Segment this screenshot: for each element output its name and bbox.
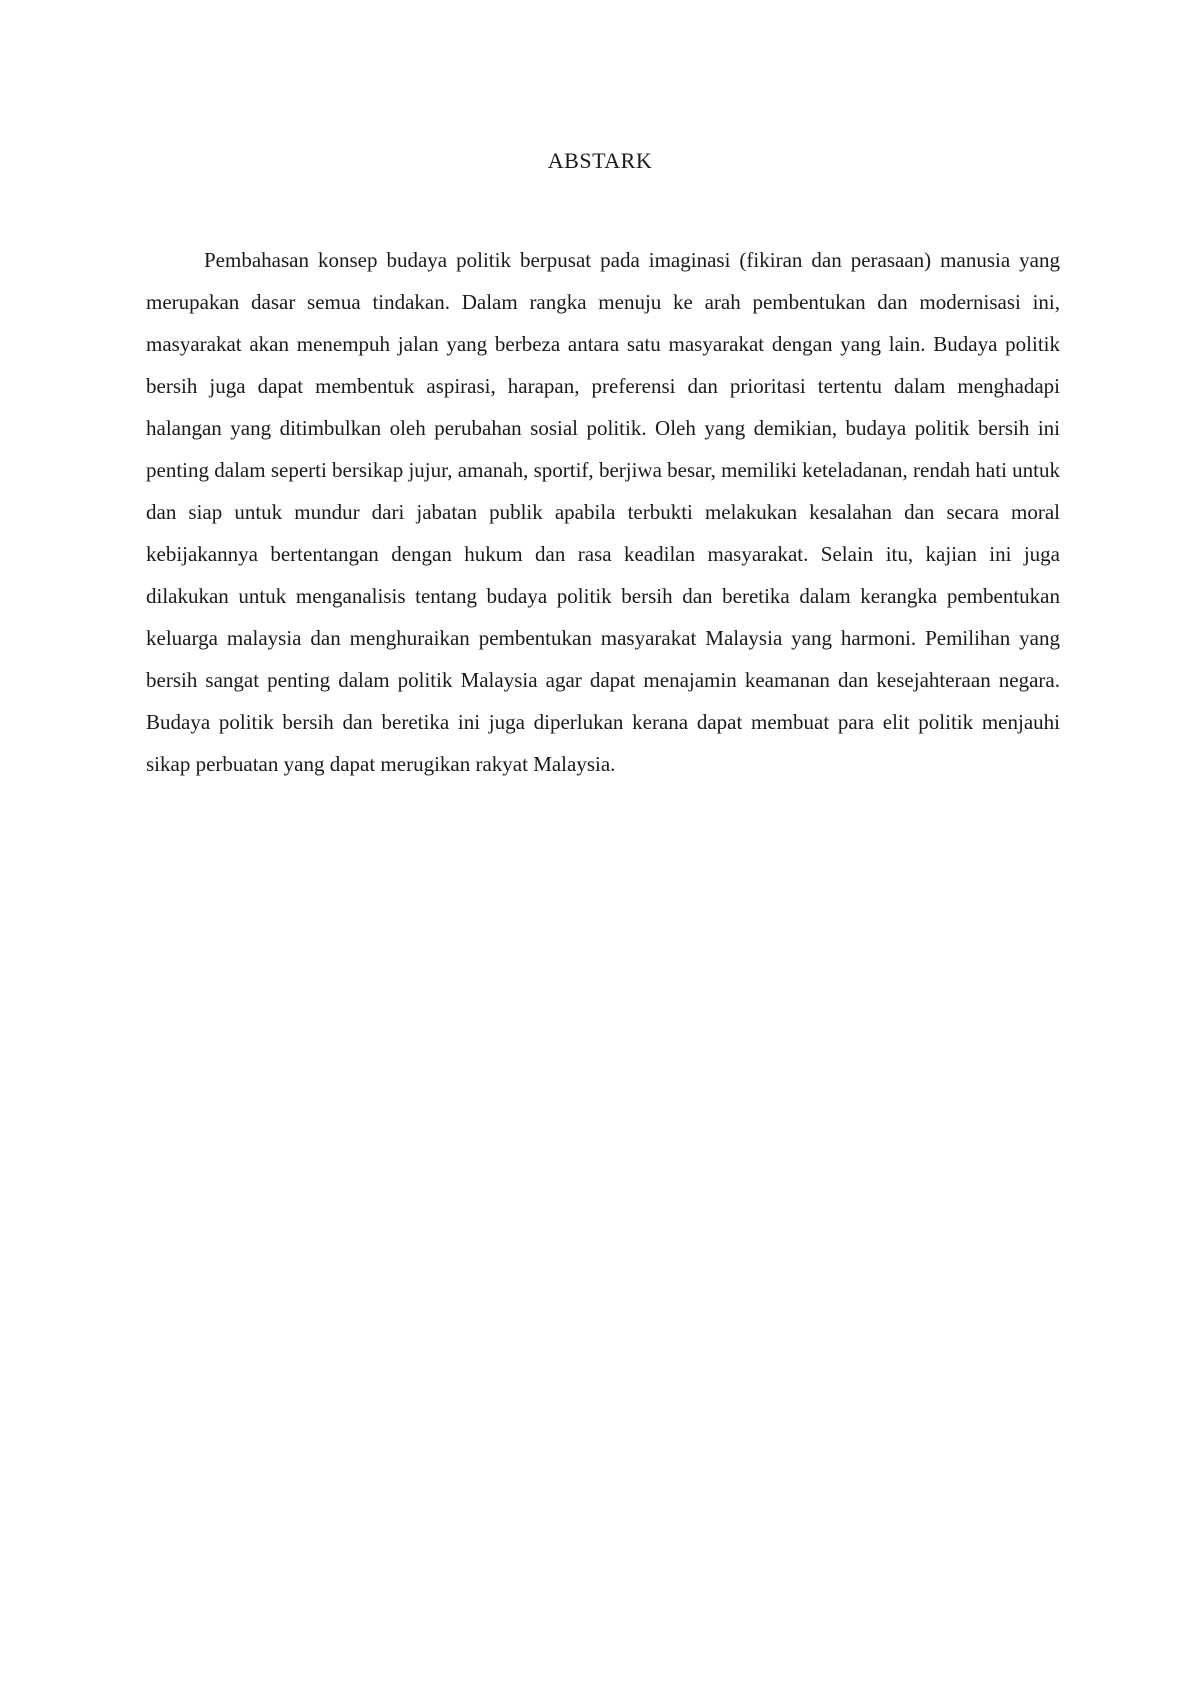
- abstract-heading: ABSTARK: [547, 148, 653, 173]
- abstract-paragraph: Pembahasan konsep budaya politik berpusat pada imaginasi (fikiran dan perasaan) manusia yang merupakan dasar semua tindakan. Dalam rangka menuju ke arah pembentukan dan modernisasi ini, masyarakat akan menempuh jalan yang berbeza antara satu masyarakat dengan yang lain. Budaya politik bersih juga dapat membentuk aspirasi, harapan, preferensi dan prioritasi tertentu dalam menghadapi halangan yang ditimbulkan oleh perubahan sosial politik. Oleh yang demikian, budaya politik bersih ini penting dalam seperti bersikap jujur, amanah, sportif, berjiwa besar, memiliki keteladanan, rendah hati untuk dan siap untuk mundur dari jabatan publik apabila terbukti melakukan kesalahan dan secara moral kebijakannya bertentangan dengan hukum dan rasa keadilan masyarakat. Selain itu, kajian ini juga dilakukan untuk menganalisis tentang budaya politik bersih dan beretika dalam kerangka pembentukan keluarga malaysia dan menghuraikan pembentukan masyarakat Malaysia yang harmoni. Pemilihan yang bersih sangat penting dalam politik Malaysia agar dapat menajamin keamanan dan kesejahteraan negara. Budaya politik bersih dan beretika ini juga diperlukan kerana dapat membuat para elit politik menjauhi sikap perbuatan yang dapat merugikan rakyat Malaysia.: [146, 248, 1060, 776]
